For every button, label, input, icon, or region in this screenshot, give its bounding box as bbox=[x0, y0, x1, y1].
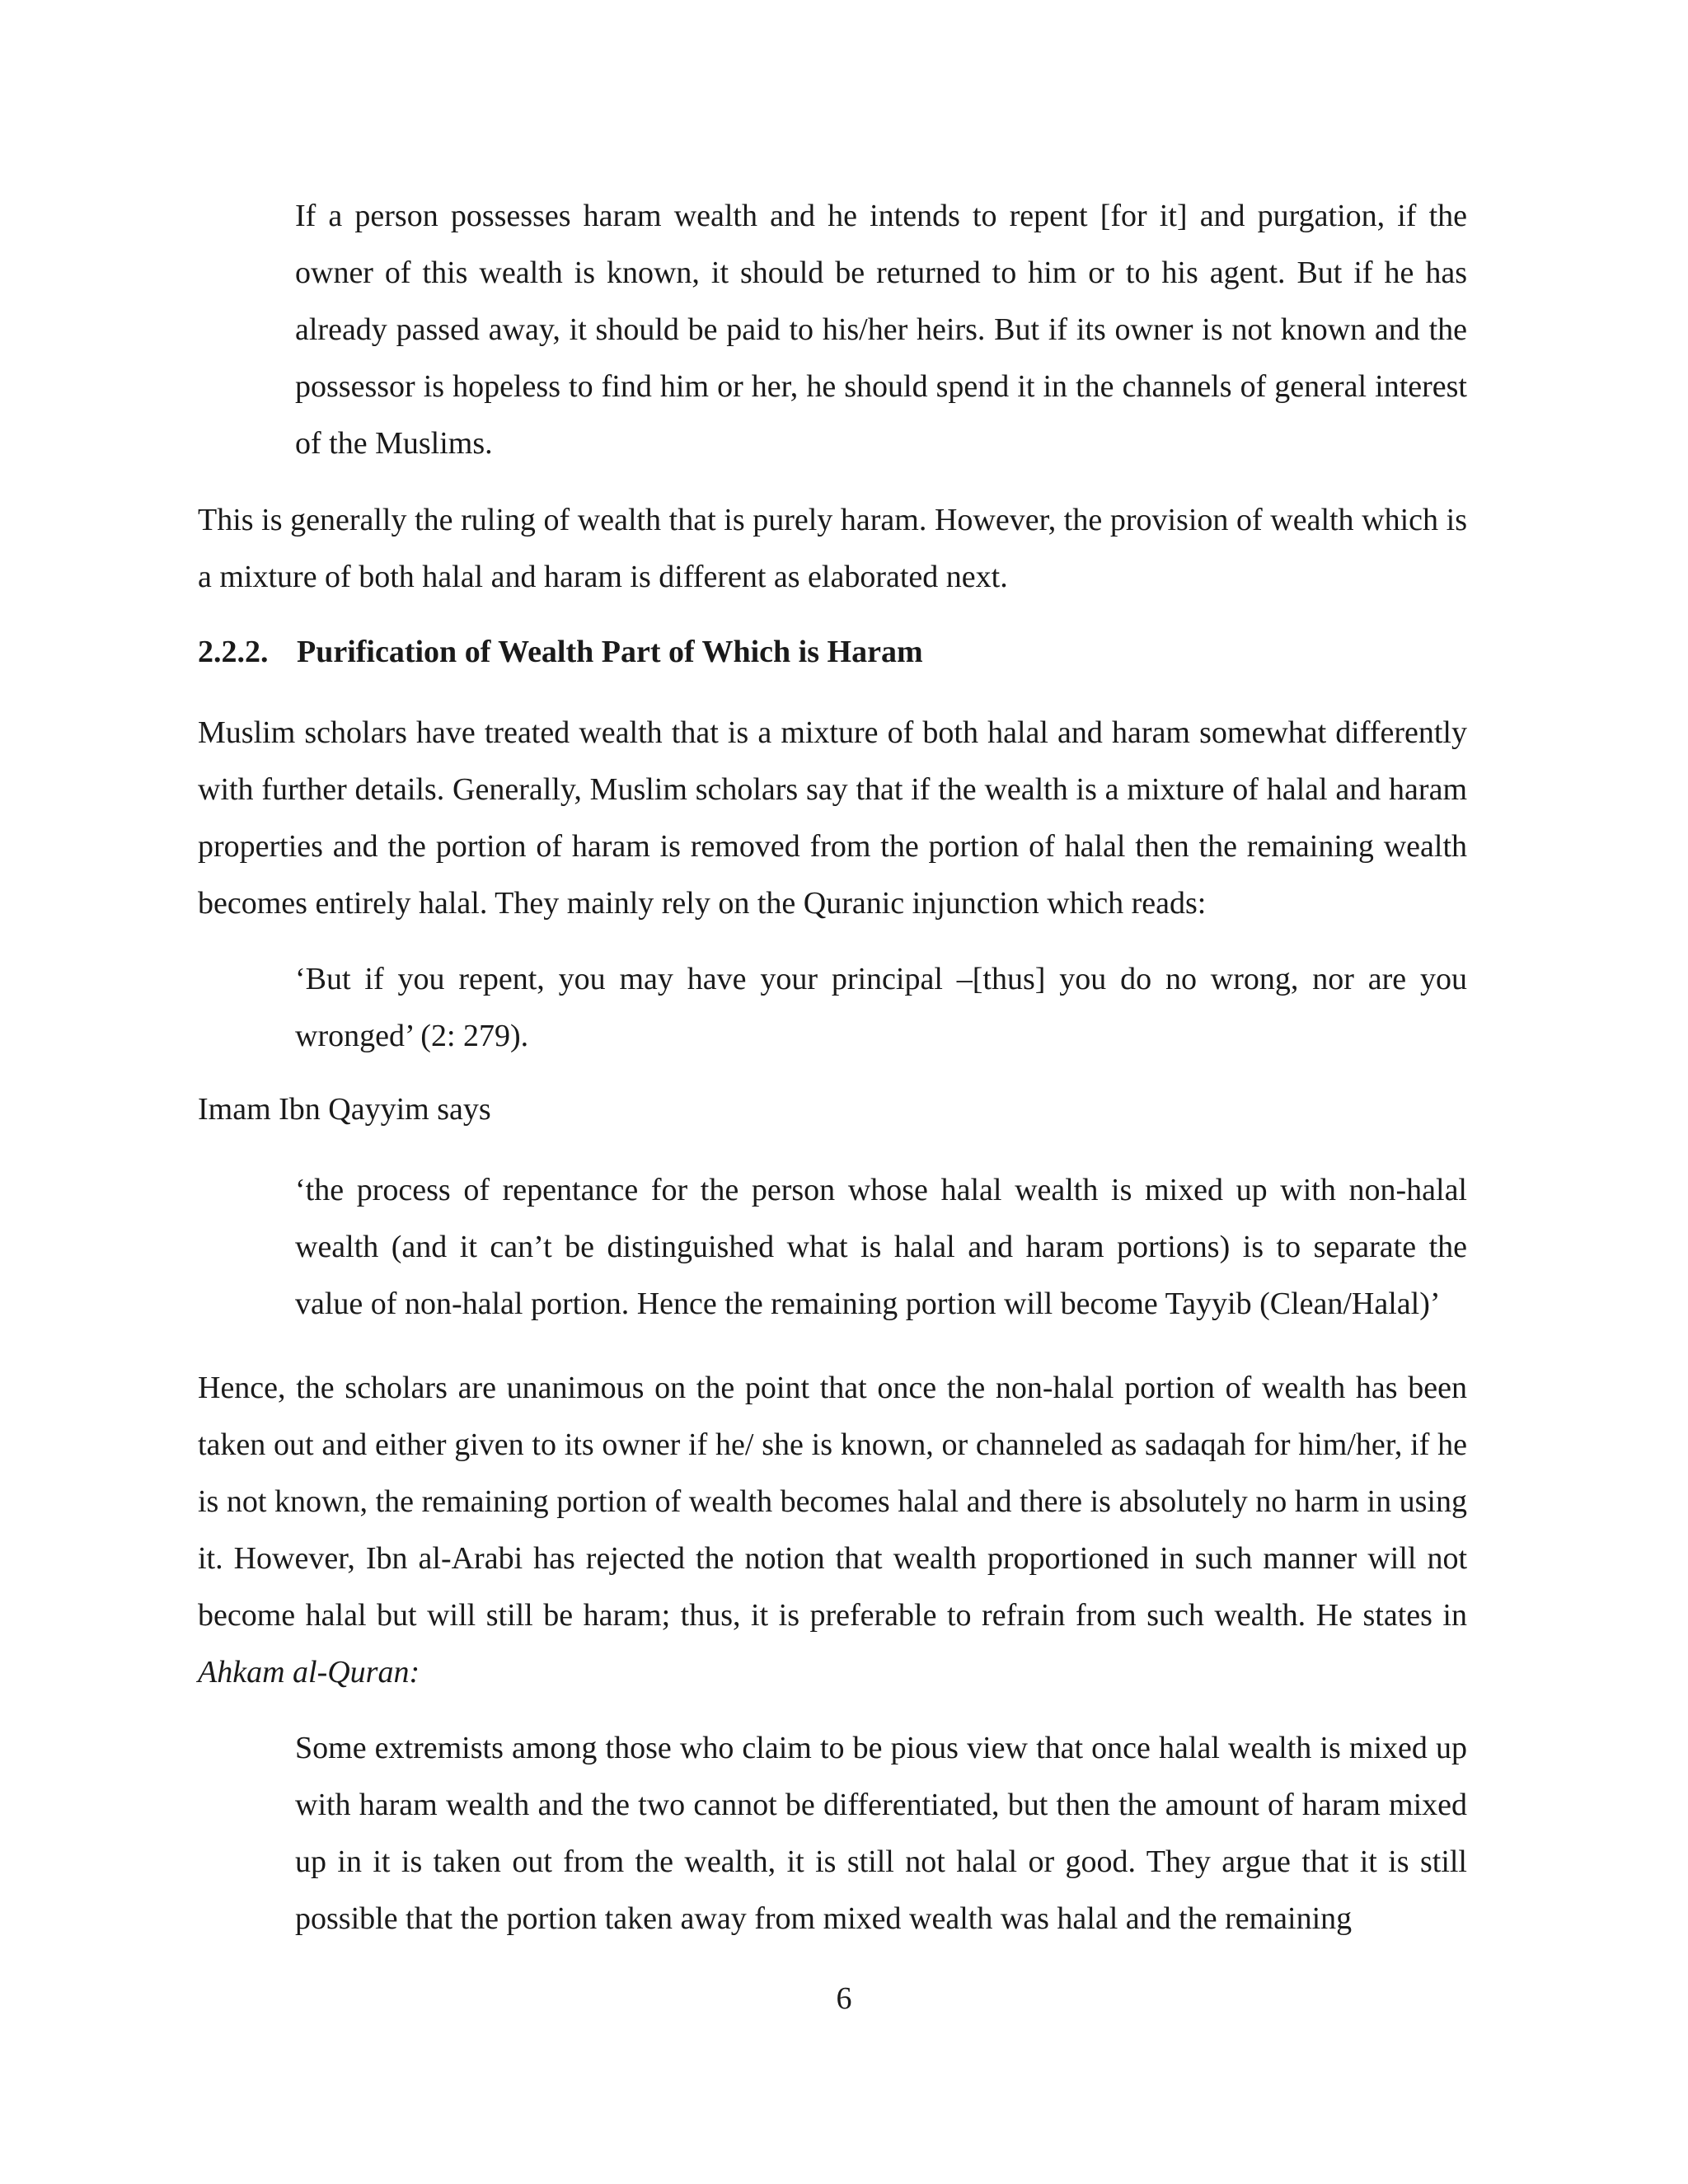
block-quote-ibn-al-arabi: Some extremists among those who claim to be pious view that once halal wealth is mixed up with haram wealth and the two cannot be differentiated, but then the amount of haram mixed up in it is taken out from the wealth, it is still not halal or good. They argue that it is still possible that the portion taken away from mixed wealth was halal and the remaining bbox=[295, 1731, 1467, 1936]
page-number: 6 bbox=[836, 1981, 852, 2016]
book-title-italic: Ahkam al-Quran: bbox=[198, 1655, 420, 1690]
section-heading bbox=[198, 631, 1467, 673]
body-paragraph-ruling: This is generally the ruling of wealth that is purely haram. However, the provision of wealth which is a mixture of both halal and haram is different as elaborated next. bbox=[198, 503, 1467, 594]
paragraph-text: Hence, the scholars are unanimous on the point that once the non-halal portion of wealth has been taken out and either given to its owner if he/ she is known, or channeled as sadaqah for him/her, if he is not known, the remaining portion of wealth becomes halal and there is absolutely no harm in using it. However, Ibn al-Arabi has rejected the notion that wealth proportioned in such manner will not become halal but will still be haram; thus, it is preferable to refrain from such wealth. He states in bbox=[198, 1371, 1467, 1633]
body-paragraph-ibn-qayyim: Imam Ibn Qayyim says bbox=[198, 1092, 491, 1127]
body-paragraph-scholars bbox=[198, 1360, 1467, 1701]
block-quote-ibn-qayyim: ‘the process of repentance for the person whose halal wealth is mixed up with non-halal wealth (and it can’t be distinguished what is halal and haram portions) is to separate the value of non-halal portion. Hence the remaining portion will become Tayyib (Clean/Halal)’ bbox=[295, 1173, 1467, 1321]
section-title: Purification of Wealth Part of Which is Haram bbox=[297, 635, 923, 669]
block-quote-haram-wealth: If a person possesses haram wealth and he intends to repent [for it] and purgation, if the owner of this wealth is known, it should be returned to him or to his agent. But if he has already passed away, it should be paid to his/her heirs. But if its owner is not known and the possessor is hopeless to find him or her, he should spend it in the channels of general interest of the Muslims. bbox=[295, 199, 1467, 461]
block-quote-quran: ‘But if you repent, you may have your principal –[thus] you do no wrong, nor are you wronged’ (2: 279). bbox=[295, 962, 1467, 1053]
section-number: 2.2.2. bbox=[198, 635, 269, 669]
body-paragraph-mixed-wealth: Muslim scholars have treated wealth that is a mixture of both halal and haram somewhat differently with further details. Generally, Muslim scholars say that if the wealth is a mixture of halal and haram properties and the portion of haram is removed from the portion of halal then the remaining wealth becomes entirely halal. They mainly rely on the Quranic injunction which reads: bbox=[198, 715, 1467, 921]
